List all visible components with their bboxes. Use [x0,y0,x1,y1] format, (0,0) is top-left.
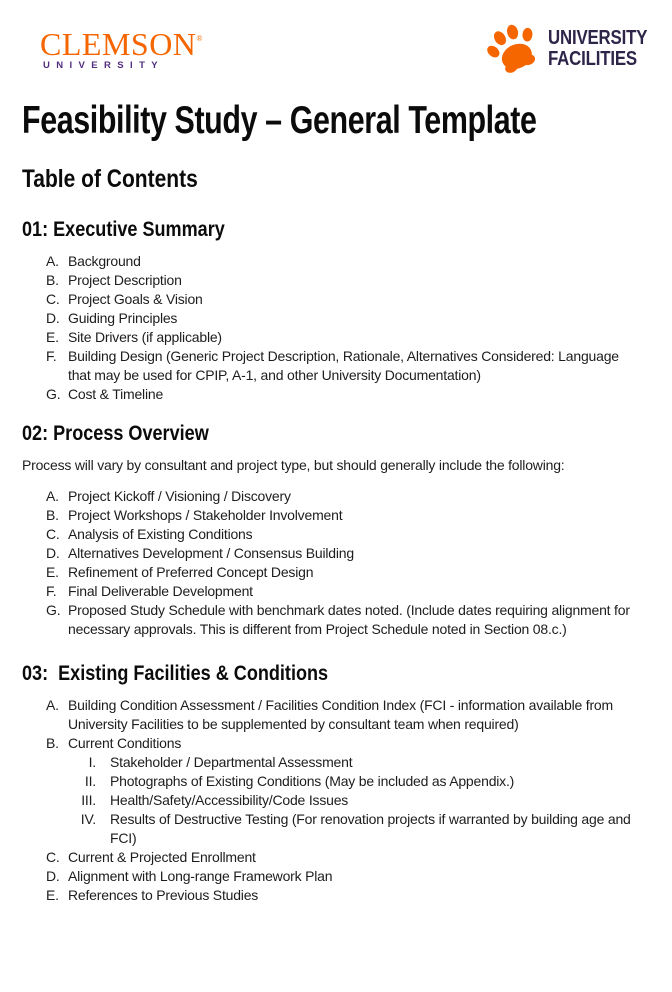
item-marker: G. [46,602,61,618]
registered-trademark-icon: ® [196,34,203,43]
sub-item-marker: I. [88,754,96,770]
section-2 [22,422,648,639]
section-heading: 01: Executive Summary [22,218,225,241]
item-marker: G. [46,386,61,402]
document-title: Feasibility Study – General Template [22,99,537,142]
list-item [22,309,648,328]
sub-item-marker: IV. [80,811,96,827]
item-text: References to Previous Studies [68,887,259,903]
item-marker: D. [46,545,60,561]
facilities-logo-line2: FACILITIES [548,47,637,70]
list-item [22,385,648,404]
clemson-wordmark-text: CLEMSON [40,26,197,62]
item-text: Building Condition Assessment / Facilities Condition Index (FCI - information available from University Facilities to be supplemented by consultant team when required) [68,697,613,732]
item-body [68,271,648,290]
clemson-logo [40,24,202,71]
item-text: Final Deliverable Development [68,583,253,599]
item-marker: A. [46,697,59,713]
clemson-university-label: UNIVERSITY [43,60,165,71]
list-item [22,563,648,582]
sub-item-text: Results of Destructive Testing (For renovation projects if warranted by building age and FCI) [110,811,631,846]
list-item [22,886,648,905]
item-body [68,886,648,905]
list-item [22,271,648,290]
item-marker: C. [46,849,60,865]
item-text: Current Conditions [68,735,182,751]
item-body [68,487,648,506]
facilities-logo-text [548,27,647,69]
item-body [68,848,648,867]
sub-list-item [68,810,648,848]
list-item [22,867,648,886]
item-text: Alignment with Long-range Framework Plan [68,868,333,884]
section-intro: Process will vary by consultant and project type, but should generally include the following: [22,457,565,473]
item-text: Background [68,253,141,269]
sub-item-marker: III. [81,792,96,808]
toc-heading: Table of Contents [22,165,198,193]
list-item [22,525,648,544]
item-body [68,347,648,385]
item-marker: F. [46,583,57,599]
list-item [22,347,648,385]
item-marker: A. [46,488,59,504]
item-body [68,734,648,848]
list-item [22,582,648,601]
item-body [68,309,648,328]
table-of-contents [22,218,648,905]
list-item [22,328,648,347]
item-body [68,506,648,525]
item-marker: C. [46,291,60,307]
sub-item-marker: II. [84,773,96,789]
sub-list-item [68,772,648,791]
item-body [68,252,648,271]
item-marker: A. [46,253,59,269]
item-marker: E. [46,329,59,345]
section-heading: 03: Existing Facilities & Conditions [22,662,329,685]
item-text: Proposed Study Schedule with benchmark dates noted. (Include dates requiring alignment for necessary approvals. This is different from Project Schedule noted in Section 08.c.) [68,602,630,637]
list-item [22,487,648,506]
item-text: Guiding Principles [68,310,178,326]
sub-item-text: Health/Safety/Accessibility/Code Issues [110,792,349,808]
item-text: Project Goals & Vision [68,291,203,307]
item-text: Cost & Timeline [68,386,164,402]
list-item [22,734,648,848]
item-text: Site Drivers (if applicable) [68,329,222,345]
item-body [68,563,648,582]
item-marker: C. [46,526,60,542]
list-item [22,252,648,271]
item-body [68,525,648,544]
item-marker: B. [46,272,59,288]
item-marker: D. [46,868,60,884]
item-body [68,385,648,404]
item-marker: E. [46,564,59,580]
item-marker: D. [46,310,60,326]
list-item [22,544,648,563]
section-3 [22,662,648,905]
item-text: Alternatives Development / Consensus Building [68,545,354,561]
university-facilities-logo [486,20,669,76]
item-body [68,544,648,563]
clemson-wordmark [40,24,203,62]
document-header [0,0,672,90]
item-text: Project Workshops / Stakeholder Involvement [68,507,343,523]
item-text: Project Description [68,272,182,288]
item-text: Building Design (Generic Project Description, Rationale, Alternatives Considered: Language that may be used for CPIP, A-1, and other University Documentation) [68,348,619,383]
item-marker: F. [46,348,57,364]
facilities-logo-line1: UNIVERSITY [548,26,648,49]
list-item [22,601,648,639]
item-body [68,328,648,347]
sub-item-text: Stakeholder / Departmental Assessment [110,754,353,770]
sub-list-item [68,791,648,810]
section-item-list [22,696,648,905]
list-item [22,506,648,525]
list-item [22,290,648,309]
section-item-list [22,487,648,639]
sub-item-list [68,753,648,848]
list-item [22,696,648,734]
sub-item-text: Photographs of Existing Conditions (May be included as Appendix.) [110,773,515,789]
item-text: Project Kickoff / Visioning / Discovery [68,488,291,504]
item-body [68,696,648,734]
item-marker: B. [46,507,59,523]
list-item [22,848,648,867]
sub-list-item [68,753,648,772]
item-body [68,582,648,601]
item-text: Current & Projected Enrollment [68,849,256,865]
item-body [68,867,648,886]
item-text: Refinement of Preferred Concept Design [68,564,314,580]
document-body [0,100,672,905]
section-item-list [22,252,648,404]
section-heading: 02: Process Overview [22,422,209,445]
item-marker: E. [46,887,59,903]
tiger-paw-icon [486,20,542,76]
section-1 [22,218,648,404]
item-body [68,601,648,639]
item-marker: B. [46,735,59,751]
item-body [68,290,648,309]
item-text: Analysis of Existing Conditions [68,526,253,542]
